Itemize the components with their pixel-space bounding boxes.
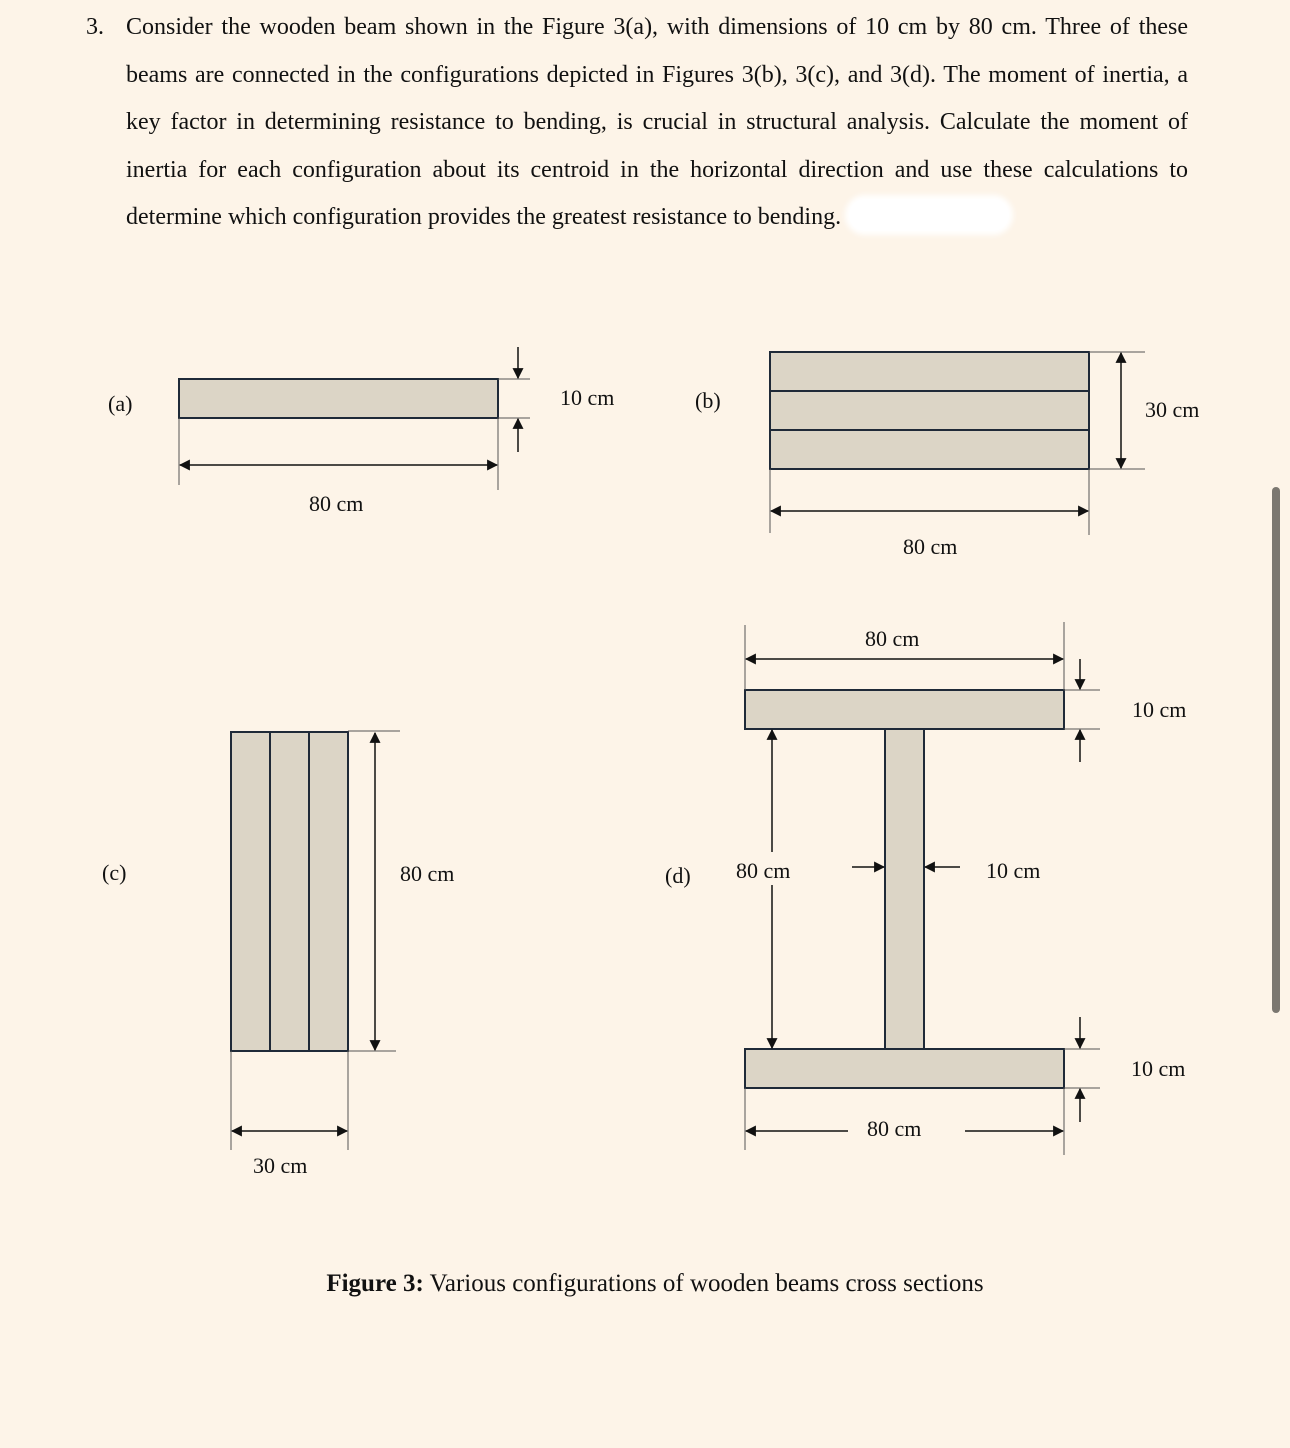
figure-b (695, 352, 1199, 559)
beam-c-left (231, 732, 270, 1051)
dim-d-web-height: 80 cm (736, 858, 791, 883)
dim-d-bottom-flange: 10 cm (1131, 1056, 1186, 1081)
dim-a-height: 10 cm (560, 385, 615, 410)
beam-b-bottom (770, 430, 1089, 469)
dim-c-width: 30 cm (253, 1153, 308, 1178)
scrollbar-thumb[interactable] (1272, 487, 1280, 1013)
dim-b-width: 80 cm (903, 534, 958, 559)
beam-c-right (309, 732, 348, 1051)
beam-b-middle (770, 391, 1089, 430)
beam-d-web (885, 729, 924, 1049)
caption-text: Various configurations of wooden beams cross sections (423, 1270, 984, 1297)
beam-d-top-flange (745, 690, 1064, 729)
figure-caption (0, 1270, 1290, 1298)
problem-text: Consider the wooden beam shown in the Figure 3(a), with dimensions of 10 cm by 80 cm. Three of these beams are connected in the configurations depicted in Figures 3(b), 3(c), and 3(d). The moment of inertia, a key factor in determining resistance to bending, is crucial in structural analysis. Calculate the moment of inertia for each configuration about its centroid in the horizontal direction and use these calculations to determine which configuration provides the greatest resistance to bending. (126, 14, 1188, 230)
dim-c-height: 80 cm (400, 861, 455, 886)
beam-d-bottom-flange (745, 1049, 1064, 1088)
figure-c-label: (c) (102, 860, 127, 885)
figure-c (102, 731, 454, 1178)
caption-label: Figure 3: (326, 1270, 424, 1297)
figure-d (665, 622, 1186, 1155)
problem-number: 3. (86, 14, 104, 40)
dim-d-web-width: 10 cm (986, 858, 1041, 883)
figure-b-label: (b) (695, 388, 721, 413)
dim-a-width: 80 cm (309, 491, 364, 516)
beam-a (179, 379, 498, 418)
beam-c-middle (270, 732, 309, 1051)
dim-d-top-flange: 10 cm (1132, 697, 1187, 722)
dim-d-top-width: 80 cm (865, 626, 920, 651)
figure-a (108, 347, 614, 516)
beam-b-top (770, 352, 1089, 391)
dim-b-height: 30 cm (1145, 397, 1200, 422)
dim-d-bottom-width: 80 cm (867, 1116, 922, 1141)
figure-d-label: (d) (665, 863, 691, 888)
figure-a-label: (a) (108, 391, 133, 416)
